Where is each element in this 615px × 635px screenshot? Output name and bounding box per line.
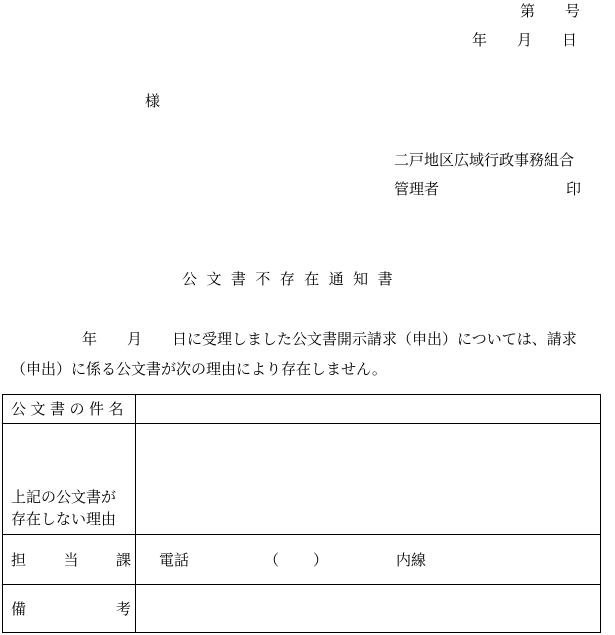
table-row-reason <box>3 424 600 535</box>
section-label-char: 課 <box>115 551 131 569</box>
remarks-label-char: 備 <box>11 600 27 618</box>
section-label-char: 当 <box>63 551 79 569</box>
document-name-value-cell <box>136 395 600 423</box>
body-text-line-2: （申出）に係る公文書が次の理由により存在しません。 <box>11 360 387 378</box>
reason-label-line-2: 存在しない理由 <box>11 510 117 528</box>
reason-label-cell <box>3 424 136 534</box>
remarks-label <box>11 600 131 618</box>
document-date: 年 月 日 <box>472 31 578 49</box>
table-row-document-name <box>3 395 600 424</box>
addressee-honorific: 様 <box>145 92 161 110</box>
document-title: 公文書不存在通知書 <box>182 270 403 288</box>
document-number: 第 号 <box>520 2 581 20</box>
section-label <box>11 551 131 569</box>
extension-label: 内線 <box>396 551 427 569</box>
section-label-char: 担 <box>11 551 27 569</box>
reason-value-cell <box>136 424 600 534</box>
section-value-cell <box>136 535 600 584</box>
phone-paren-open: （ <box>264 551 280 569</box>
phone-paren-close: ） <box>313 551 329 569</box>
issuer-manager: 管理者 <box>394 180 440 198</box>
document-name-label-cell <box>3 395 136 423</box>
section-label-cell <box>3 535 136 584</box>
remarks-label-char: 考 <box>115 600 131 618</box>
document-name-label: 公文書の件名 <box>11 400 129 418</box>
notice-table <box>2 394 601 633</box>
remarks-label-cell <box>3 585 136 632</box>
seal-mark: 印 <box>566 180 582 198</box>
issuer-organization: 二戸地区広域行政事務組合 <box>394 151 575 169</box>
phone-label: 電話 <box>159 551 190 569</box>
table-row-section <box>3 535 600 585</box>
table-row-remarks <box>3 585 600 632</box>
remarks-value-cell <box>136 585 600 632</box>
reason-label-line-1: 上記の公文書が <box>11 488 117 506</box>
body-text-line-1: 年 月 日に受理しました公文書開示請求（申出）については、請求 <box>82 330 577 348</box>
